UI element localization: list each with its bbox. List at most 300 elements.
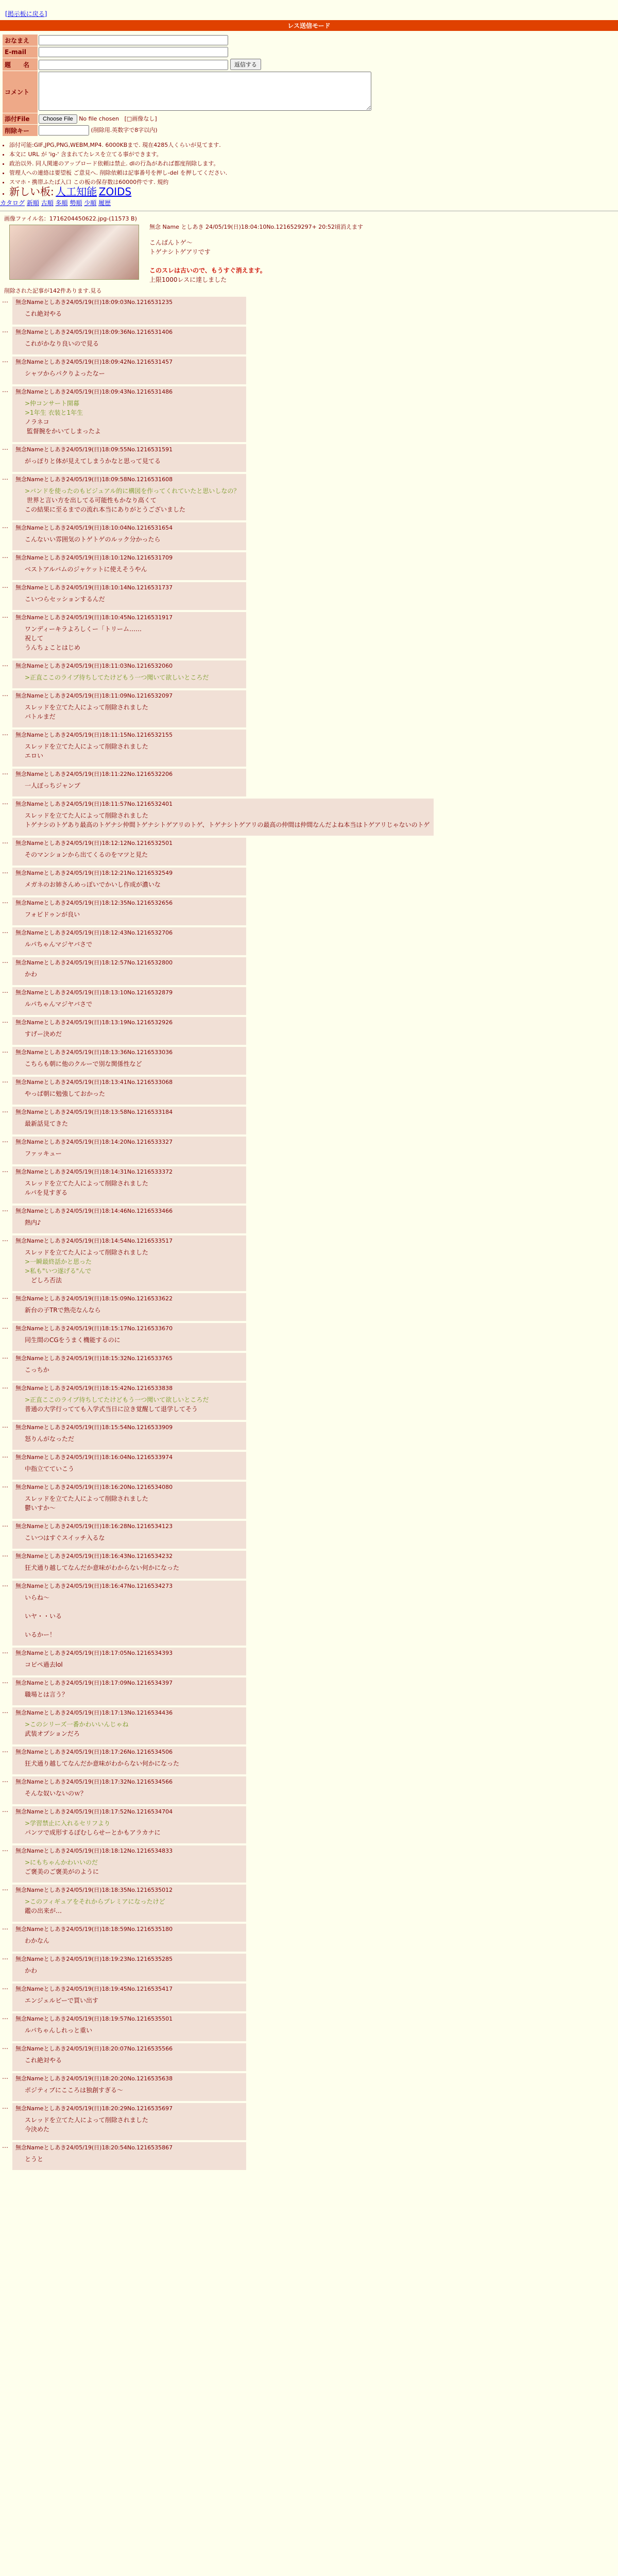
reply-text <box>25 880 242 889</box>
reply-meta[interactable]: 無念Nameとしあき24/05/19(日)18:14:54No.1216533517 <box>15 1238 173 1244</box>
sort-many-link[interactable]: 多順 <box>55 199 68 207</box>
reply-line: 一人ぼっちジャンプ <box>25 782 80 789</box>
reply-text <box>25 1996 242 2005</box>
reply-text <box>25 1335 242 1345</box>
reply-post <box>2 386 618 444</box>
sort-few-link[interactable]: 少順 <box>84 199 97 207</box>
reply-box <box>12 897 246 925</box>
reply-line: いるかー！ <box>25 1631 56 1638</box>
reply-meta[interactable]: 無念Nameとしあき24/05/19(日)18:13:41No.1216533068 <box>15 1079 173 1086</box>
reply-text <box>25 811 430 829</box>
reply-indent-mark: … <box>2 769 8 776</box>
reply-line: 普通の大学行ってても入学式当日に泣き覚醒して退学してそう <box>25 1405 198 1413</box>
reply-line: かわ <box>25 971 38 978</box>
reply-meta[interactable]: 無念Nameとしあき24/05/19(日)18:11:03No.1216532060 <box>15 663 173 669</box>
name-input[interactable] <box>39 35 228 45</box>
reply-post <box>2 2103 618 2142</box>
reply-indent-mark: … <box>2 552 8 560</box>
reply-text <box>25 565 242 574</box>
reply-post <box>2 612 618 660</box>
reply-meta[interactable]: 無念Nameとしあき24/05/19(日)18:18:59No.1216535180 <box>15 1926 173 1933</box>
reply-text <box>25 1365 242 1375</box>
reply-meta[interactable]: 無念Nameとしあき24/05/19(日)18:19:45No.1216535417 <box>15 1986 173 1992</box>
reply-meta[interactable]: 無念Nameとしあき24/05/19(日)18:13:10No.1216532879 <box>15 989 173 996</box>
reply-post <box>2 2013 618 2043</box>
reply-line: >一瞬最終話かと思った <box>25 1258 92 1265</box>
reply-line: これ絶対やる <box>25 310 62 317</box>
reply-line: スレッドを立てた人によって削除されました <box>25 2116 148 2124</box>
top-spacer <box>0 0 618 7</box>
reply-box <box>12 2142 246 2170</box>
reply-post <box>2 1107 618 1137</box>
reply-box <box>12 1707 246 1744</box>
reply-post <box>2 799 618 838</box>
reply-line: ポジティブにこころは独創すぎる〜 <box>25 2087 124 2094</box>
reply-meta[interactable]: 無念Nameとしあき24/05/19(日)18:09:55No.1216531591 <box>15 446 173 453</box>
reply-meta[interactable]: 無念Nameとしあき24/05/19(日)18:15:54No.1216533909 <box>15 1424 173 1431</box>
email-label: E-mail <box>3 46 38 58</box>
op-thumbnail[interactable] <box>9 225 139 280</box>
reply-line: これがかなり良いので見る <box>25 340 99 347</box>
op-limit-notice: 上限1000レスに達しました <box>149 276 227 283</box>
reply-text <box>25 1218 242 1227</box>
catalog-link[interactable]: カタログ <box>0 199 25 207</box>
reply-text <box>25 1494 242 1513</box>
reply-line: うんちょことはじめ <box>25 644 81 651</box>
reply-post <box>2 2142 618 2172</box>
choose-file-button[interactable]: Choose File <box>39 114 77 124</box>
reply-indent-mark: … <box>2 2073 8 2080</box>
rules-list <box>0 141 618 208</box>
rule-item: • 管理人への連絡は要望板 ご意見へ. 削除依頼は記事番号を押し-del を押してください. <box>9 168 618 178</box>
reply-text <box>25 486 242 514</box>
reply-line: ご褒美のご褒美がのように <box>25 1868 99 1875</box>
reply-post <box>2 957 618 987</box>
no-file-text: No file chosen <box>79 115 119 122</box>
name-label: おなまえ <box>3 35 38 46</box>
reply-post <box>2 1954 618 1984</box>
reply-box <box>12 522 246 550</box>
submit-button[interactable]: 返信する <box>230 59 261 70</box>
reply-indent-mark: … <box>2 2142 8 2149</box>
reply-meta[interactable]: 無念Nameとしあき24/05/19(日)18:16:28No.1216534123 <box>15 1523 173 1530</box>
reply-text <box>25 999 242 1009</box>
reply-line: >にもちゃんかわいいのだ <box>25 1859 98 1866</box>
reply-indent-mark: … <box>2 444 8 451</box>
reply-line: こいつはすぐスイッチ入るな <box>25 1534 105 1541</box>
reply-box <box>12 1353 246 1381</box>
reply-text <box>25 1759 242 1768</box>
reply-indent-mark: … <box>2 1924 8 1931</box>
reply-post <box>2 1482 618 1521</box>
subject-input[interactable] <box>39 60 228 70</box>
reply-line: どしろ否法 <box>25 1277 62 1284</box>
reply-indent-mark: … <box>2 1521 8 1528</box>
reply-line: 狂犬通り越してなんだか意味がわからない何かになった <box>25 1760 180 1767</box>
reply-text <box>25 1819 242 1837</box>
reply-text <box>25 1533 242 1543</box>
reply-line: >私も"いつ遂げる"んで <box>25 1267 92 1275</box>
reply-line: 怒りんがなっただ <box>25 1435 75 1443</box>
reply-meta[interactable]: 無念Nameとしあき24/05/19(日)18:15:32No.1216533765 <box>15 1355 173 1362</box>
reply-line: スレッドを立てた人によって削除されました <box>25 704 148 711</box>
reply-text <box>25 2115 242 2134</box>
sort-new-link[interactable]: 新順 <box>26 199 39 207</box>
reply-post <box>2 927 618 957</box>
rule-item: • スマホ・携帯ふたば入口 この板の保存数は60000件です. 規約 <box>9 178 618 187</box>
reply-box <box>12 386 246 442</box>
reply-post <box>2 690 618 730</box>
reply-line: パンツで成形するぽむしらせーとかもアラカナに <box>25 1829 161 1836</box>
reply-meta[interactable]: 無念Nameとしあき24/05/19(日)18:20:29No.1216535697 <box>15 2105 173 2112</box>
reply-line: そんな奴いないのｗ？ <box>25 1790 87 1797</box>
reply-text <box>25 970 242 979</box>
reply-meta[interactable]: 無念Nameとしあき24/05/19(日)18:09:43No.1216531486 <box>15 388 173 395</box>
reply-box <box>12 552 246 580</box>
reply-indent-mark: … <box>2 1293 8 1300</box>
reply-text <box>25 339 242 348</box>
reply-line: ルパちゃんマジヤバさで <box>25 941 93 948</box>
reply-post <box>2 1422 618 1452</box>
reply-box <box>12 1077 246 1105</box>
reply-post <box>2 897 618 927</box>
reply-meta[interactable]: 無念Nameとしあき24/05/19(日)18:20:20No.1216535638 <box>15 2075 173 2082</box>
reply-line: スレッドを立てた人によって削除されました <box>25 812 148 819</box>
reply-post <box>2 1707 618 1747</box>
reply-line: ルパを見すぎる <box>25 1189 68 1196</box>
reply-text <box>25 369 242 378</box>
back-to-board-link[interactable]: [掲示板に戻る] <box>5 10 47 18</box>
new-boards-prefix: 新しい板: <box>9 185 54 198</box>
reply-meta[interactable]: 無念Nameとしあき24/05/19(日)18:20:07No.1216535566 <box>15 2045 173 2052</box>
reply-line: >このシリーズ一番かわいいんじゃね <box>25 1721 129 1728</box>
reply-meta[interactable]: 無念Nameとしあき24/05/19(日)18:12:43No.1216532706 <box>15 929 173 936</box>
subject-label: 題 名 <box>3 58 38 71</box>
reply-text <box>25 2155 242 2164</box>
reply-post <box>2 582 618 612</box>
reply-box <box>12 2073 246 2101</box>
reply-text <box>25 456 242 466</box>
reply-indent-mark: … <box>2 1581 8 1588</box>
reply-meta[interactable]: 無念Nameとしあき24/05/19(日)18:11:09No.1216532097 <box>15 692 173 699</box>
reply-line: いらね〜 <box>25 1594 50 1601</box>
reply-indent-mark: … <box>2 799 8 806</box>
no-image-checkbox[interactable]: [□画像なし] <box>124 115 157 122</box>
reply-post <box>2 987 618 1017</box>
reply-indent-mark: … <box>2 474 8 481</box>
reply-meta[interactable]: 無念Nameとしあき24/05/19(日)18:11:15No.1216532155 <box>15 732 173 738</box>
reply-post <box>2 1806 618 1845</box>
reply-box <box>12 1293 246 1321</box>
reply-indent-mark: … <box>2 1482 8 1489</box>
reply-indent-mark: … <box>2 987 8 994</box>
reply-text <box>25 624 242 652</box>
reply-indent-mark: … <box>2 957 8 964</box>
reply-meta[interactable]: 無念Nameとしあき24/05/19(日)18:09:42No.1216531457 <box>15 359 173 365</box>
reply-meta[interactable]: 無念Nameとしあき24/05/19(日)18:17:52No.1216534704 <box>15 1808 173 1815</box>
reply-line: メガネのお姉さんめっぽいでかいし作成が濃いな <box>25 881 161 888</box>
reply-line: この結果に至るまでの流れ本当にありがとうございました <box>25 506 186 513</box>
reply-box <box>12 987 246 1015</box>
reply-meta[interactable]: 無念Nameとしあき24/05/19(日)18:17:26No.1216534506 <box>15 1749 173 1755</box>
reply-box <box>12 444 246 472</box>
reply-box <box>12 2013 246 2041</box>
reply-indent-mark: … <box>2 1107 8 1114</box>
reply-line: ルパちゃんマジヤバさで <box>25 1001 93 1008</box>
reply-meta[interactable]: 無念Nameとしあき24/05/19(日)18:17:05No.1216534393 <box>15 1650 173 1656</box>
reply-meta[interactable]: 無念Nameとしあき24/05/19(日)18:19:57No.1216535501 <box>15 2015 173 2022</box>
reply-box <box>12 1885 246 1922</box>
reply-post <box>2 1776 618 1806</box>
reply-line: トゲナシのトゲあり最高のトゲナシ仲間トゲナシトゲアリのトゲ、トゲナシトゲアリの最高の仲間は仲間なんだよね本当はトゲアリじゃないのトゲ <box>25 821 430 828</box>
reply-line: わかなん <box>25 1937 50 1944</box>
op-file-line[interactable]: 画像ファイル名：1716204450622.jpg-(11573 B) <box>4 215 137 222</box>
reply-box <box>12 2043 246 2071</box>
reply-meta[interactable]: 無念Nameとしあき24/05/19(日)18:12:21No.1216532549 <box>15 870 173 876</box>
reply-indent-mark: … <box>2 327 8 334</box>
reply-box <box>12 1206 246 1233</box>
new-boards <box>9 187 618 198</box>
reply-post <box>2 1677 618 1707</box>
reply-line: かわ <box>25 1967 38 1974</box>
reply-box <box>12 1107 246 1134</box>
reply-line: ルパちゃんしれっと重い <box>25 2027 93 2034</box>
reply-line: そのマンションから出てくるのをマツと見た <box>25 851 148 858</box>
reply-line: 新台の子TRで熟売なんなら <box>25 1307 101 1314</box>
reply-meta[interactable]: 無念Nameとしあき24/05/19(日)18:16:47No.1216534273 <box>15 1583 173 1589</box>
reply-post <box>2 474 618 522</box>
reply-line: ワンディーキラよろしくー「トリーム…… <box>25 625 142 633</box>
reply-text <box>25 1593 242 1639</box>
reply-post <box>2 297 618 327</box>
reply-indent-mark: … <box>2 1017 8 1024</box>
reply-meta[interactable]: 無念Nameとしあき24/05/19(日)18:15:42No.1216533838 <box>15 1385 173 1392</box>
reply-line: 世界と言い方を出してる可能性もかなり高くて <box>25 497 157 504</box>
reply-text <box>25 595 242 604</box>
reply-box <box>12 1806 246 1843</box>
reply-line: シャツからパクりよったなー <box>25 370 105 377</box>
reply-indent-mark: … <box>2 1206 8 1213</box>
reply-indent-mark: … <box>2 1353 8 1360</box>
reply-meta[interactable]: 無念Nameとしあき24/05/19(日)18:10:14No.1216531737 <box>15 584 173 591</box>
reply-line: バトルまだ <box>25 713 56 720</box>
reply-text <box>25 2026 242 2035</box>
reply-indent-mark: … <box>2 1885 8 1892</box>
reply-text <box>25 535 242 544</box>
reply-line: ベストアルバムのジャケットに使えそうやん <box>25 566 147 573</box>
reply-meta[interactable]: 無念Nameとしあき24/05/19(日)18:11:22No.1216532206 <box>15 771 173 777</box>
reply-line: これ絶対やる <box>25 2057 62 2064</box>
reply-indent-mark: … <box>2 1677 8 1685</box>
reply-meta[interactable]: 無念Nameとしあき24/05/19(日)18:15:09No.1216533622 <box>15 1295 173 1302</box>
reply-post <box>2 1521 618 1551</box>
post-form <box>2 34 372 137</box>
reply-line: スレッドを立てた人によって削除されました <box>25 1180 148 1187</box>
reply-box <box>12 1776 246 1804</box>
reply-indent-mark: … <box>2 1137 8 1144</box>
reply-line: スレッドを立てた人によって削除されました <box>25 743 148 750</box>
reply-text <box>25 1660 242 1669</box>
reply-text <box>25 1089 242 1098</box>
reply-indent-mark: … <box>2 1845 8 1853</box>
reply-text <box>25 1179 242 1197</box>
reply-line: フォビドゥンが良い <box>25 911 80 918</box>
reply-post <box>2 1293 618 1323</box>
board-link-zoids[interactable]: ZOIDS <box>98 185 132 198</box>
reply-box <box>12 1235 246 1291</box>
reply-text <box>25 742 242 760</box>
reply-indent-mark: … <box>2 1323 8 1330</box>
reply-line: すげー決めだ <box>25 1030 62 1038</box>
reply-post <box>2 1235 618 1293</box>
reply-box <box>12 1383 246 1420</box>
reply-indent-mark: … <box>2 582 8 589</box>
reply-text <box>25 1149 242 1158</box>
reply-meta[interactable]: 無念Nameとしあき24/05/19(日)18:10:12No.1216531709 <box>15 554 173 561</box>
reply-box <box>12 769 246 796</box>
reply-line: とうと <box>25 2156 44 2163</box>
reply-line: 監督腕をかいてしまったよ <box>25 428 101 435</box>
reply-line: 鬱いすか〜 <box>25 1504 56 1512</box>
reply-meta[interactable]: 無念Nameとしあき24/05/19(日)18:18:35No.1216535012 <box>15 1887 173 1893</box>
reply-indent-mark: … <box>2 1047 8 1054</box>
reply-meta[interactable]: 無念Nameとしあき24/05/19(日)18:10:45No.1216531917 <box>15 614 173 621</box>
reply-text <box>25 1897 242 1916</box>
sort-speed-link[interactable]: 勢順 <box>70 199 82 207</box>
reply-meta[interactable]: 無念Nameとしあき24/05/19(日)18:09:36No.1216531406 <box>15 329 173 335</box>
reply-indent-mark: … <box>2 612 8 619</box>
reply-indent-mark: … <box>2 297 8 304</box>
comment-textarea[interactable] <box>39 72 371 111</box>
file-label: 添付File <box>3 113 38 124</box>
reply-indent-mark: … <box>2 386 8 394</box>
reply-line: こちらも朝に他のクルーで別な関係性など <box>25 1060 142 1067</box>
reply-meta[interactable]: 無念Nameとしあき24/05/19(日)18:15:17No.1216533670 <box>15 1325 173 1332</box>
reply-indent-mark: … <box>2 1776 8 1784</box>
reply-box <box>12 660 246 688</box>
reply-meta[interactable]: 無念Nameとしあき24/05/19(日)18:13:58No.1216533184 <box>15 1109 173 1115</box>
reply-line: >1年生 衣装と1年生 <box>25 409 83 416</box>
reply-text <box>25 1434 242 1444</box>
reply-post <box>2 1885 618 1924</box>
reply-post <box>2 769 618 799</box>
reply-box <box>12 730 246 767</box>
reply-post <box>2 1747 618 1776</box>
catalog-links <box>0 198 618 208</box>
reply-post <box>2 1452 618 1482</box>
reply-meta[interactable]: 無念Nameとしあき24/05/19(日)18:11:57No.1216532401 <box>15 801 173 807</box>
reply-post <box>2 522 618 552</box>
reply-meta[interactable]: 無念Nameとしあき24/05/19(日)18:13:19No.1216532926 <box>15 1019 173 1026</box>
reply-meta[interactable]: 無念Nameとしあき24/05/19(日)18:13:36No.1216533036 <box>15 1049 173 1056</box>
reply-text <box>25 673 242 682</box>
reply-box <box>12 1551 246 1579</box>
history-link[interactable]: 履歴 <box>98 199 111 207</box>
reply-line: こいつらセッションするんだ <box>25 596 105 603</box>
reply-meta[interactable]: 無念Nameとしあき24/05/19(日)18:14:20No.1216533327 <box>15 1139 173 1145</box>
reply-text <box>25 940 242 949</box>
reply-box <box>12 1166 246 1204</box>
reply-indent-mark: … <box>2 1747 8 1754</box>
reply-meta[interactable]: 無念Nameとしあき24/05/19(日)18:17:09No.1216534397 <box>15 1680 173 1686</box>
reply-box <box>12 1323 246 1351</box>
reply-line: エロい <box>25 752 44 759</box>
deleted-count[interactable]: 削除された記事が142件あります.見る <box>4 287 102 294</box>
reply-box <box>12 1422 246 1450</box>
reply-box <box>12 1924 246 1952</box>
reply-meta[interactable]: 無念Nameとしあき24/05/19(日)18:14:31No.1216533372 <box>15 1168 173 1175</box>
reply-post <box>2 357 618 386</box>
reply-line: >正直ここのライブ待ちしてたけどもう一つ聞いて欲しいところだ <box>25 674 209 681</box>
delkey-note: (削除用.英数字で8字以内) <box>91 127 158 133</box>
reply-indent-mark: … <box>2 868 8 875</box>
reply-box <box>12 1017 246 1045</box>
reply-meta[interactable]: 無念Nameとしあき24/05/19(日)18:09:58No.1216531608 <box>15 476 173 483</box>
reply-post <box>2 1924 618 1954</box>
reply-line: 同生間のCGをうまく機能するのに <box>25 1336 121 1344</box>
reply-text <box>25 1720 242 1738</box>
reply-meta[interactable]: 無念Nameとしあき24/05/19(日)18:17:13No.1216534436 <box>15 1709 173 1716</box>
email-input[interactable] <box>39 47 228 57</box>
reply-indent-mark: … <box>2 1954 8 1961</box>
reply-line: 鑑の出来が… <box>25 1907 62 1914</box>
reply-meta[interactable]: 無念Nameとしあき24/05/19(日)18:16:20No.1216534080 <box>15 1484 173 1490</box>
reply-meta[interactable]: 無念Nameとしあき24/05/19(日)18:12:57No.1216532800 <box>15 959 173 966</box>
reply-line: スレッドを立てた人によって削除されました <box>25 1495 148 1502</box>
reply-indent-mark: … <box>2 1551 8 1558</box>
reply-box <box>12 297 246 325</box>
reply-meta[interactable]: 無念Nameとしあき24/05/19(日)18:16:04No.1216533974 <box>15 1454 173 1461</box>
reply-post <box>2 327 618 357</box>
reply-meta[interactable]: 無念Nameとしあき24/05/19(日)18:10:04No.1216531654 <box>15 524 173 531</box>
op-line: こんばんトゲ～ <box>149 239 193 246</box>
reply-line <box>25 1602 242 1612</box>
reply-meta[interactable]: 無念Nameとしあき24/05/19(日)18:09:03No.1216531235 <box>15 299 173 306</box>
reply-line: 祝して <box>25 635 44 642</box>
reply-text <box>25 2086 242 2095</box>
reply-text <box>25 1029 242 1039</box>
reply-line: ノラネコ <box>25 418 49 426</box>
reply-meta[interactable]: 無念Nameとしあき24/05/19(日)18:18:12No.1216534833 <box>15 1848 173 1854</box>
reply-post <box>2 1017 618 1047</box>
reply-text <box>25 1248 242 1285</box>
reply-line <box>25 1621 242 1630</box>
reply-meta[interactable]: 無念Nameとしあき24/05/19(日)18:19:23No.1216535285 <box>15 1956 173 1962</box>
reply-indent-mark: … <box>2 1383 8 1390</box>
reply-text <box>25 1966 242 1975</box>
board-link-ai[interactable]: 人工知能 <box>56 185 97 198</box>
reply-meta[interactable]: 無念Nameとしあき24/05/19(日)18:14:46No.1216533466 <box>15 1208 173 1214</box>
reply-box <box>12 868 246 895</box>
reply-post <box>2 660 618 690</box>
reply-meta[interactable]: 無念Nameとしあき24/05/19(日)18:17:32No.1216534566 <box>15 1778 173 1785</box>
sort-old-link[interactable]: 古順 <box>41 199 54 207</box>
reply-box <box>12 1648 246 1675</box>
reply-meta[interactable]: 無念Nameとしあき24/05/19(日)18:12:12No.1216532501 <box>15 840 173 846</box>
delkey-input[interactable] <box>39 125 89 135</box>
reply-post <box>2 1648 618 1677</box>
reply-text <box>25 1858 242 1876</box>
op-expire-notice: このスレは古いので、もうすぐ消えます。 <box>149 267 266 274</box>
reply-box <box>12 927 246 955</box>
reply-meta[interactable]: 無念Nameとしあき24/05/19(日)18:16:43No.1216534232 <box>15 1553 173 1560</box>
reply-indent-mark: … <box>2 1235 8 1243</box>
reply-meta[interactable]: 無念Nameとしあき24/05/19(日)18:20:54No.1216535867 <box>15 2144 173 2151</box>
reply-line: スレッドを立てた人によって削除されました <box>25 1249 148 1256</box>
reply-meta[interactable]: 無念Nameとしあき24/05/19(日)18:12:35No.1216532656 <box>15 900 173 906</box>
reply-box <box>12 1521 246 1549</box>
reply-text <box>25 309 242 318</box>
